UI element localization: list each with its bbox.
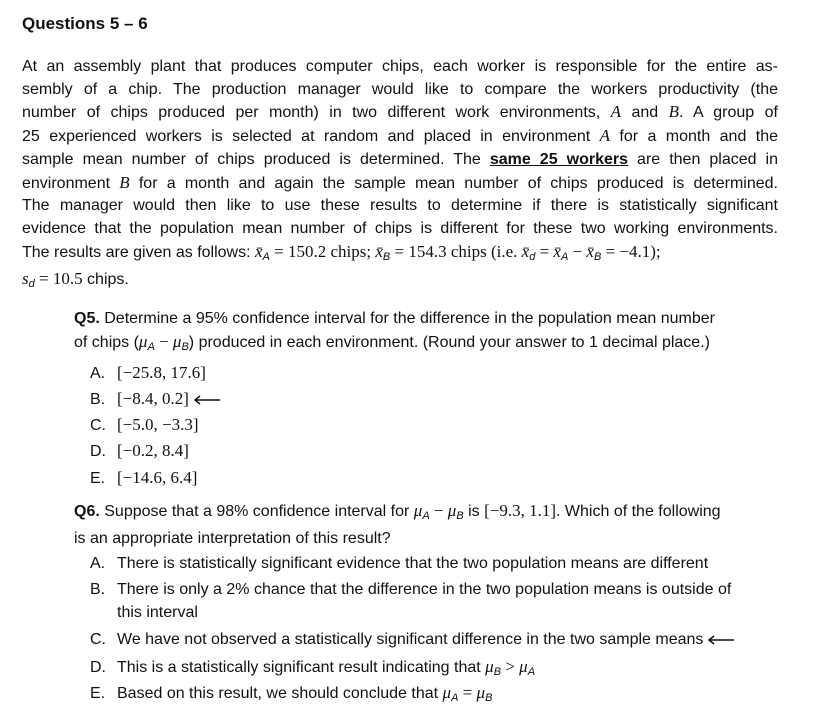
question-5: Q5. Determine a 95% confidence interval for the difference in the population mean number of chips $(\mu_A - \mu_B)$ produced in each environment. (Round your answer to 1 decimal place.) <box>74 310 715 353</box>
intro-results-line: The results are given as follows: $x̄_A = 150.2$ chips; $x̄_B = 154.3$ chips (i.e. $x̄_d$ = $x̄_A$ − $x̄_B = -4.1$); <box>22 241 661 263</box>
q5-option-d[interactable]: D. [−0.2, 8.4] <box>90 441 189 460</box>
q5-option-e[interactable]: E. [−14.6, 6.4] <box>90 468 198 487</box>
intro-line: number of chips produced per month) in two different work environments, A and B. A group of <box>22 102 778 122</box>
q6-option-e[interactable]: E. Based on this result, we should conclude that $\mu_A = \mu_B$ <box>90 683 493 704</box>
emphasis-same-workers: same 25 workers <box>489 150 629 168</box>
intro-line: evidence that the population mean number of chips is different for these two working environments. <box>22 219 778 237</box>
left-arrow-icon <box>193 395 221 405</box>
q5-option-a[interactable]: A. [−25.8, 17.6] <box>90 363 206 382</box>
intro-line: 25 experienced workers is selected at random and placed in environment A for a month and the <box>22 126 778 146</box>
q6-option-c[interactable]: C. We have not observed a statistically significant difference in the two sample means <box>90 629 735 651</box>
q5-option-b[interactable]: B. [−8.4, 0.2] <box>90 388 221 411</box>
intro-line: The manager would then like to use these results to determine if there is statistically significant <box>22 197 778 215</box>
q6-label: Q6. <box>74 503 100 520</box>
intro-line: At an assembly plant that produces computer chips, each worker is responsible for the entire as- <box>22 58 778 75</box>
q6-option-d[interactable]: D. This is a statistically significant result indicating that $\mu_B > \mu_A$ <box>90 657 536 678</box>
left-arrow-icon <box>707 635 735 645</box>
intro-line: sembly of a chip. The production manager would like to compare the workers productivity (the <box>22 80 778 98</box>
q5-label: Q5. <box>74 310 100 327</box>
q6-option-b[interactable]: B. There is only a 2% chance that the difference in the two population means is outside of this interval <box>90 581 732 621</box>
question-6: Q6. Suppose that a 98% confidence interval for $\mu_A - \mu_B$ is [−9.3, 1.1]. Which of the following is an appropriate interpretation of this result? <box>74 501 721 547</box>
q6-option-a[interactable]: A. There is statistically significant evidence that the two population means are different <box>90 555 709 572</box>
intro-line: sample mean number of chips produced is determined. The same 25 workers are then placed in <box>22 150 778 168</box>
q5-option-c[interactable]: C. [−5.0, −3.3] <box>90 415 199 434</box>
intro-paragraph <box>22 56 778 296</box>
intro-sd-line: $s_d = 10.5$ chips. <box>22 269 129 291</box>
intro-line: environment B for a month and again the sample mean number of chips produced is determined. <box>22 172 779 192</box>
section-heading: Questions 5 – 6 <box>22 14 148 33</box>
